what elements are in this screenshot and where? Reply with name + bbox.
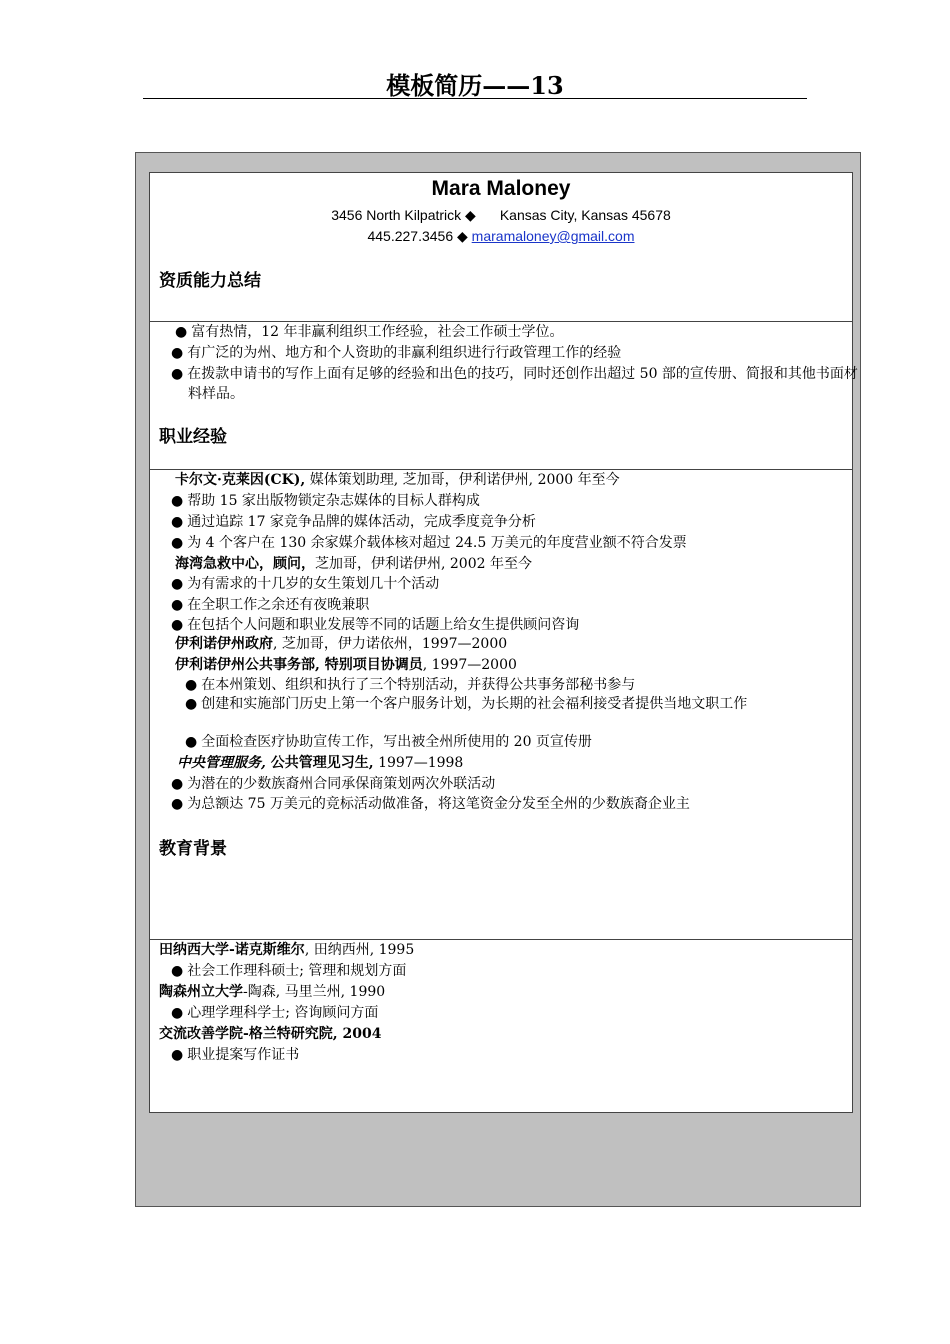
bullet-icon: ● [171,776,184,792]
resume-sheet [149,172,858,1113]
title-underline [143,98,807,99]
city-state-zip: Kansas City, Kansas 45678 [499,207,671,223]
bullet-icon: ● [171,1005,184,1021]
job-item: ● 创建和实施部门历史上第一个客户服务计划，为长期的社会福利接受者提供当地文职工作 [185,696,748,712]
divider-experience [150,469,852,470]
job-item: ● 为总额达 75 万美元的竞标活动做准备，将这笔资金分发至全州的少数族裔企业主 [171,796,690,812]
divider-education [150,939,852,940]
job-title-line: 伊利诺伊州公共事务部, 特别项目协调员, 1997—2000 [175,657,517,673]
phone-email-line [150,228,852,245]
bullet-icon: ● [171,1047,184,1063]
job-title-line: 伊利诺伊州政府, 芝加哥，伊力诺依州，1997—2000 [175,636,508,652]
bullet-icon: ● [171,963,184,979]
school-line: 交流改善学院-格兰特研究院, 2004 [159,1026,382,1042]
bullet-icon: ● [171,576,184,592]
phone-number: 445.227.3456 ◆ [367,228,468,244]
job-item: ● 为潜在的少数族裔州合同承保商策划两次外联活动 [171,776,496,792]
school-item: ● 心理学理科学士; 咨询顾问方面 [171,1005,379,1021]
street-address: 3456 North Kilpatrick ◆ [331,207,476,223]
bullet-icon: ● [171,617,184,633]
bullet-icon: ● [171,597,184,613]
job-item: ● 在全职工作之余还有夜晚兼职 [171,597,370,613]
job-title-line: 海湾急救中心，顾问，芝加哥，伊利诺伊州, 2002 年至今 [175,556,532,572]
email-link[interactable]: maramaloney@gmail.com [471,228,635,244]
candidate-name: Mara Maloney [431,177,571,200]
bullet-icon: ● [171,796,184,812]
job-item: ● 全面检查医疗协助宣传工作，写出被全州所使用的 20 页宣传册 [185,734,592,750]
summary-item: ● 在拨款申请书的写作上面有足够的经验和出色的技巧，同时还创作出超过 50 部的宣传册、简报和其他书面材料样品。 [171,366,858,402]
school-line: 陶森州立大学-陶森, 马里兰州, 1990 [159,984,386,1000]
bullet-icon: ● [185,677,198,693]
bullet-icon: ● [171,514,184,530]
summary-item: ● 有广泛的为州、地方和个人资助的非赢利组织进行行政管理工作的经验 [171,345,622,361]
school-item: ● 职业提案写作证书 [171,1047,300,1063]
job-title-line: 中央管理服务, 公共管理见习生, 1997—1998 [177,755,464,771]
job-item: ● 通过追踪 17 家竞争品牌的媒体活动，完成季度竞争分析 [171,514,536,530]
document-title: 模板简历——13 [386,71,564,100]
bullet-icon: ● [171,345,184,361]
bullet-icon: ● [171,366,184,382]
divider-summary [150,321,852,322]
job-item: ● 为有需求的十几岁的女生策划几十个活动 [171,576,440,592]
school-line: 田纳西大学-诺克斯维尔, 田纳西州, 1995 [159,942,415,958]
bullet-icon: ● [185,734,198,750]
bullet-icon: ● [175,324,188,340]
address-line [150,207,852,224]
job-item: ● 在本州策划、组织和执行了三个特别活动，并获得公共事务部秘书参与 [185,677,636,693]
education-heading: 教育背景 [159,839,227,859]
summary-heading: 资质能力总结 [159,271,261,291]
job-item: ● 在包括个人问题和职业发展等不同的话题上给女生提供顾问咨询 [171,617,580,633]
bullet-icon: ● [185,696,198,712]
school-item: ● 社会工作理科硕士; 管理和规划方面 [171,963,407,979]
experience-heading: 职业经验 [159,427,227,447]
job-item: ● 为 4 个客户在 130 余家媒介载体核对超过 24.5 万美元的年度营业额不符合发票 [171,535,687,551]
bullet-icon: ● [171,493,184,509]
bullet-icon: ● [171,535,184,551]
job-item: ● 帮助 15 家出版物锁定杂志媒体的目标人群构成 [171,493,480,509]
summary-item: ● 富有热情，12 年非赢利组织工作经验，社会工作硕士学位。 [175,324,564,340]
job-title-line: 卡尔文·克莱因(CK), 媒体策划助理, 芝加哥，伊利诺伊州, 2000 年至今 [175,472,620,488]
